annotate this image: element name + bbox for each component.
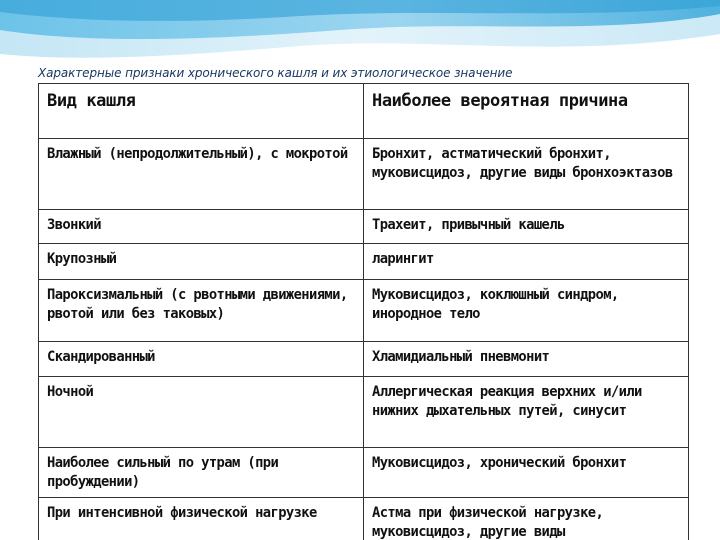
cell-cough-type: Скандированный bbox=[39, 342, 364, 377]
cell-cause: Трахеит, привычный кашель bbox=[364, 210, 689, 244]
table-row bbox=[39, 377, 689, 448]
cell-cause: Муковисцидоз, хронический бронхит bbox=[364, 448, 689, 498]
table-row bbox=[39, 139, 689, 210]
cough-causes-table bbox=[38, 83, 689, 540]
header-cough-type: Вид кашля bbox=[39, 84, 364, 139]
cell-cough-type: Звонкий bbox=[39, 210, 364, 244]
table-row bbox=[39, 210, 689, 244]
table-row bbox=[39, 244, 689, 280]
table-row bbox=[39, 342, 689, 377]
table-row bbox=[39, 448, 689, 498]
cell-cause: Муковисцидоз, коклюшный синдром, инородное тело bbox=[364, 280, 689, 342]
cell-cause: Бронхит, астматический бронхит, муковисцидоз, другие виды бронхоэктазов bbox=[364, 139, 689, 210]
cell-cough-type: Ночной bbox=[39, 377, 364, 448]
cell-cause: Хламидиальный пневмонит bbox=[364, 342, 689, 377]
cell-cough-type: При интенсивной физической нагрузке bbox=[39, 498, 364, 540]
table-row bbox=[39, 498, 689, 540]
cell-cough-type: Влажный (непродолжительный), с мокротой bbox=[39, 139, 364, 210]
slide-title: Характерные признаки хронического кашля и их этиологическое значение bbox=[38, 66, 513, 80]
cell-cough-type: Наиболее сильный по утрам (при пробуждении) bbox=[39, 448, 364, 498]
cell-cause: ларингит bbox=[364, 244, 689, 280]
table-row bbox=[39, 280, 689, 342]
header-likely-cause: Наиболее вероятная причина bbox=[364, 84, 689, 139]
cell-cough-type: Крупозный bbox=[39, 244, 364, 280]
cell-cause: Астма при физической нагрузке, муковисцидоз, другие виды bbox=[364, 498, 689, 540]
cell-cough-type: Пароксизмальный (с рвотными движениями, рвотой или без таковых) bbox=[39, 280, 364, 342]
table-header-row bbox=[39, 84, 689, 139]
cell-cause: Аллергическая реакция верхних и/или нижних дыхательных путей, синусит bbox=[364, 377, 689, 448]
